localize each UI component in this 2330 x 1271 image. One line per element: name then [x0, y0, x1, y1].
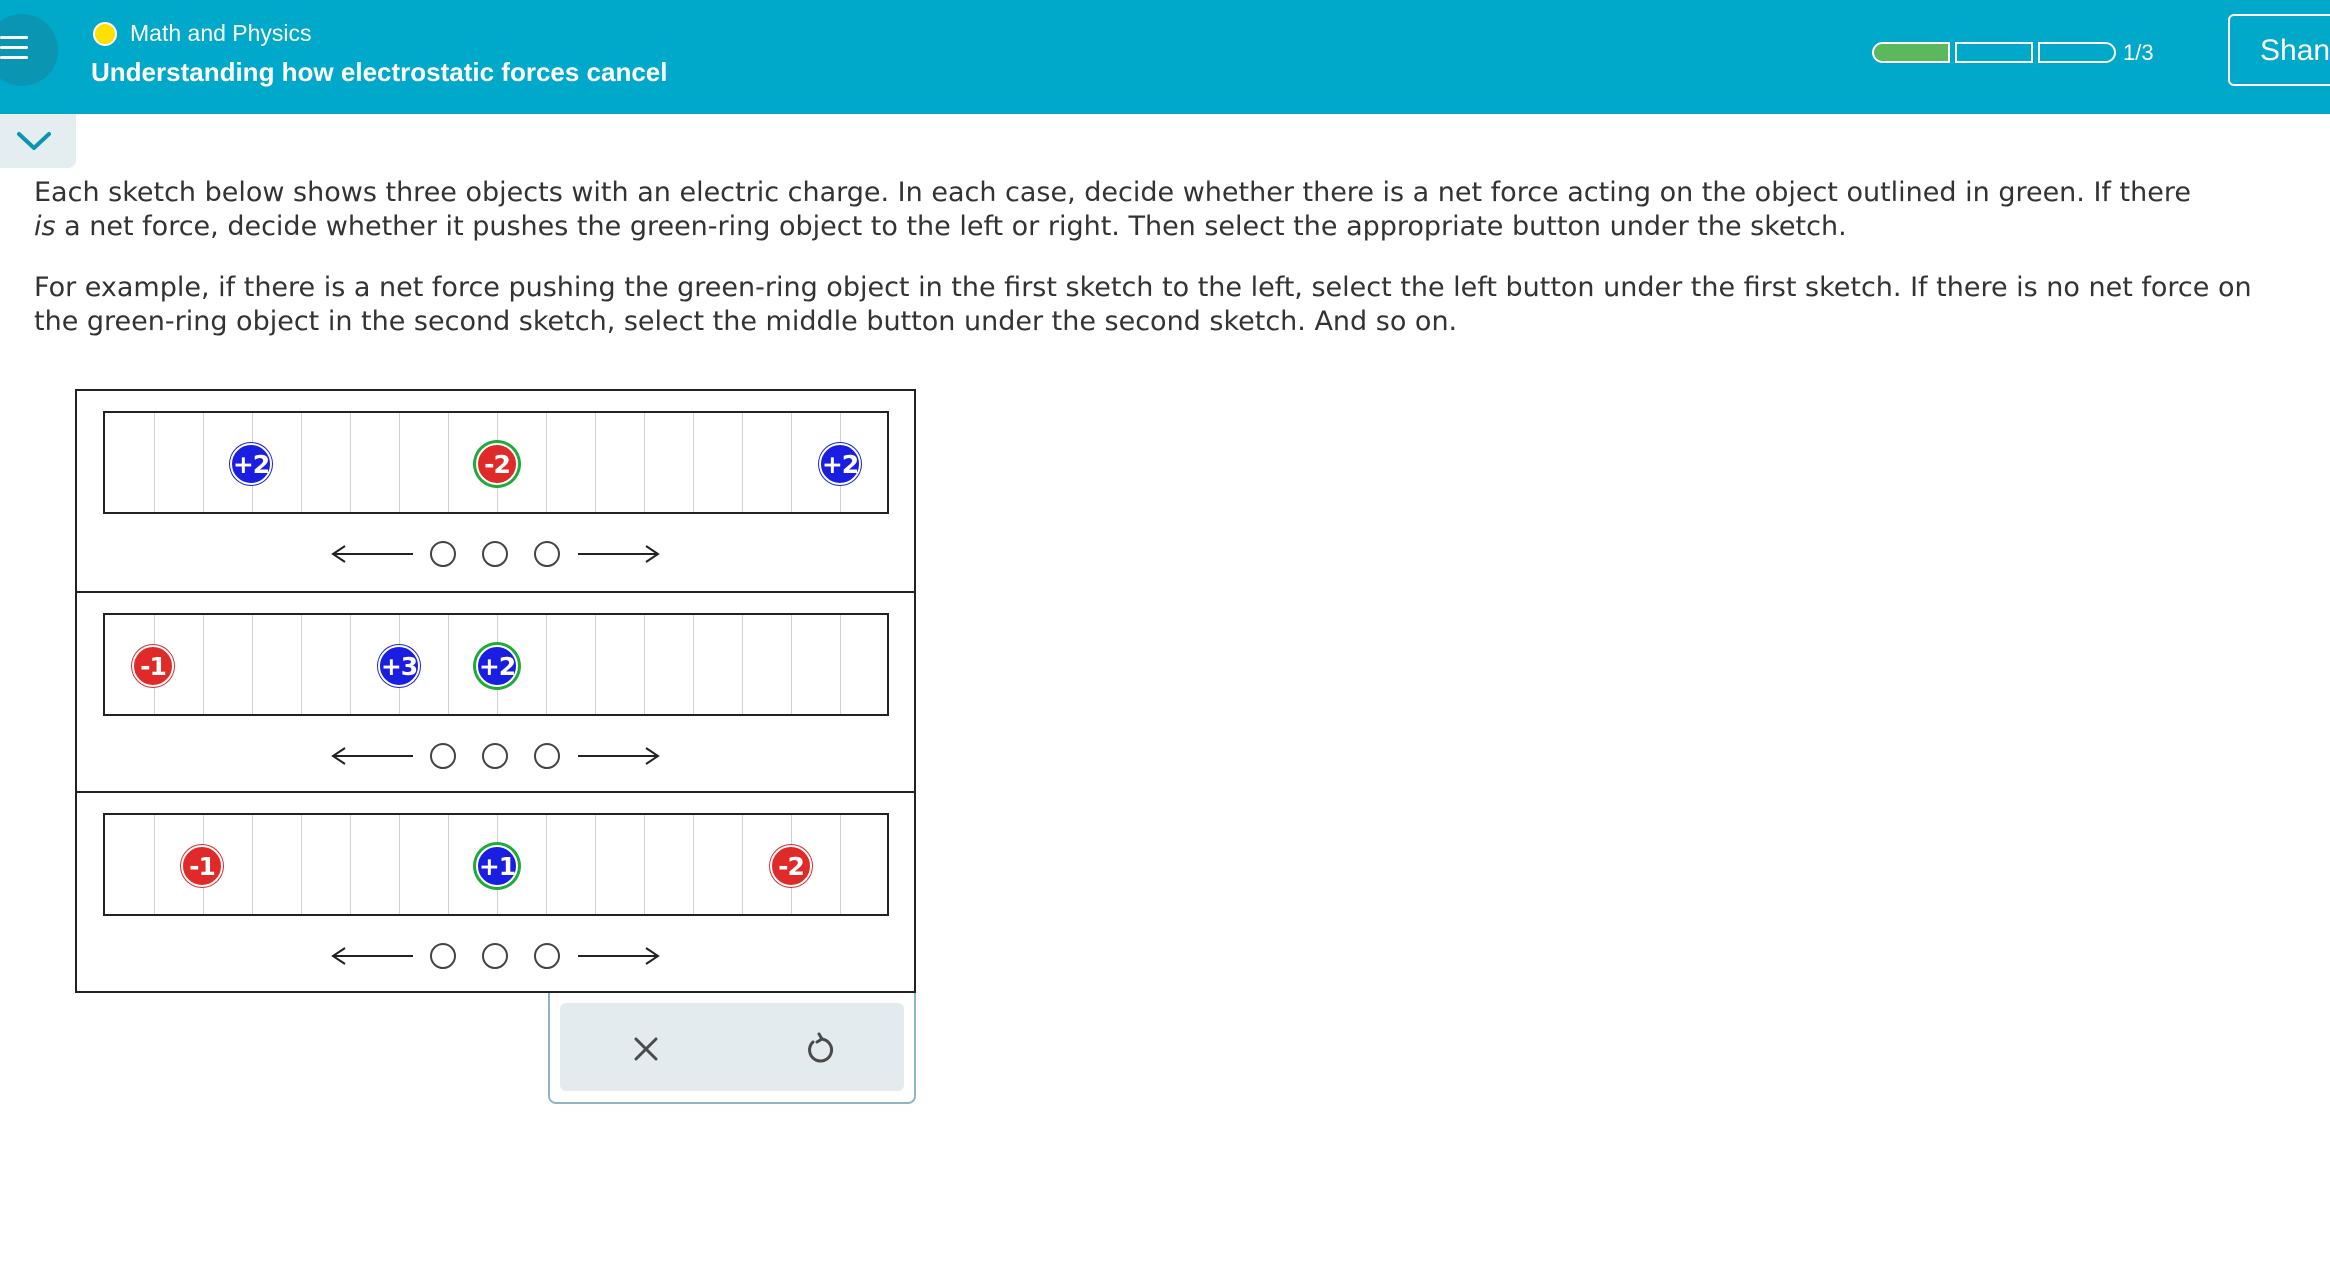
force-left-radio[interactable]: [430, 943, 456, 969]
charge-track: [103, 411, 889, 514]
progress-segment-done: [1872, 42, 1950, 63]
track-tick: [301, 815, 302, 914]
target-charge: -2: [476, 443, 518, 485]
menu-icon-line: [0, 56, 28, 59]
sketch-1: [77, 391, 914, 591]
progress-segment: [1955, 42, 2033, 63]
track-tick: [252, 615, 253, 714]
instructions-text: Each sketch below shows three objects with an electric charge. In each case, decide whether there is a net force acting on the object outlined in green. If there: [34, 177, 2191, 208]
track-tick: [448, 615, 449, 714]
track-tick: [448, 413, 449, 512]
charge-track: [103, 813, 889, 916]
track-tick: [742, 815, 743, 914]
right-arrow-icon: [576, 743, 662, 769]
track-tick: [399, 413, 400, 512]
clear-button[interactable]: [626, 1029, 666, 1069]
force-choices: [77, 529, 914, 579]
charge: +2: [230, 443, 272, 485]
track-tick: [154, 815, 155, 914]
charge: -1: [132, 645, 174, 687]
right-arrow-icon: [576, 943, 662, 969]
track-tick: [595, 615, 596, 714]
track-tick: [595, 413, 596, 512]
no-force-radio[interactable]: [482, 743, 508, 769]
chevron-down-icon: [16, 130, 52, 152]
undo-icon: [799, 1029, 839, 1069]
close-icon: [626, 1029, 666, 1069]
charge: -1: [181, 845, 223, 887]
track-tick: [350, 615, 351, 714]
force-right-radio[interactable]: [534, 541, 560, 567]
track-tick: [203, 615, 204, 714]
track-tick: [791, 413, 792, 512]
track-tick: [840, 815, 841, 914]
left-arrow-icon: [329, 743, 415, 769]
example-paragraph: For example, if there is a net force pushing the green-ring object in the first sketch to the left, select the left button under the first sketch. If there is no net force on the green-ring object in the second sketch, select the middle button under the second sketch. And so on.: [34, 272, 2252, 337]
user-menu-button[interactable]: Shan: [2228, 14, 2330, 86]
sketch-2: [77, 591, 914, 791]
track-tick: [693, 615, 694, 714]
progress-segment: [2038, 42, 2116, 63]
instructions-paragraph: [34, 176, 2294, 244]
track-tick: [840, 615, 841, 714]
right-arrow-icon: [576, 541, 662, 567]
charge-track: [103, 613, 889, 716]
track-tick: [693, 413, 694, 512]
track-tick: [546, 815, 547, 914]
action-bar-inner: [560, 1003, 904, 1091]
force-right-radio[interactable]: [534, 943, 560, 969]
track-tick: [791, 615, 792, 714]
top-bar: [0, 0, 2330, 114]
menu-icon-line: [0, 46, 28, 49]
track-tick: [448, 815, 449, 914]
collapse-toggle[interactable]: [0, 114, 76, 168]
track-tick: [301, 413, 302, 512]
force-right-radio[interactable]: [534, 743, 560, 769]
track-tick: [742, 413, 743, 512]
no-force-radio[interactable]: [482, 541, 508, 567]
topic-label: Math and Physics: [130, 20, 312, 46]
target-charge: +2: [476, 645, 518, 687]
target-charge: +1: [476, 845, 518, 887]
track-tick: [742, 615, 743, 714]
track-tick: [350, 413, 351, 512]
page-title: Understanding how electrostatic forces cancel: [91, 57, 668, 87]
track-tick: [693, 815, 694, 914]
menu-button[interactable]: [0, 14, 58, 86]
instructions-text: a net force, decide whether it pushes the green-ring object to the left or right. Then select the appropriate button under the sketch.: [55, 211, 1847, 242]
track-tick: [644, 815, 645, 914]
progress-bar: [1872, 42, 2116, 63]
track-tick: [252, 815, 253, 914]
track-tick: [546, 615, 547, 714]
track-tick: [595, 815, 596, 914]
topic-status-dot: [93, 22, 117, 46]
instructions-emphasis: is: [34, 211, 56, 242]
charge: +2: [819, 443, 861, 485]
sketch-panel: [75, 389, 916, 993]
undo-button[interactable]: [799, 1029, 839, 1069]
force-left-radio[interactable]: [430, 541, 456, 567]
progress-label: 1/3: [2123, 40, 2154, 65]
track-tick: [644, 615, 645, 714]
menu-icon: [0, 36, 28, 39]
no-force-radio[interactable]: [482, 943, 508, 969]
force-choices: [77, 931, 914, 981]
track-tick: [399, 815, 400, 914]
left-arrow-icon: [329, 943, 415, 969]
track-tick: [350, 815, 351, 914]
sketch-3: [77, 791, 914, 991]
left-arrow-icon: [329, 541, 415, 567]
charge: +3: [378, 645, 420, 687]
action-bar: [548, 993, 916, 1104]
force-left-radio[interactable]: [430, 743, 456, 769]
track-tick: [203, 413, 204, 512]
force-choices: [77, 731, 914, 781]
track-tick: [546, 413, 547, 512]
track-tick: [301, 615, 302, 714]
track-tick: [154, 413, 155, 512]
charge: -2: [770, 845, 812, 887]
track-tick: [644, 413, 645, 512]
